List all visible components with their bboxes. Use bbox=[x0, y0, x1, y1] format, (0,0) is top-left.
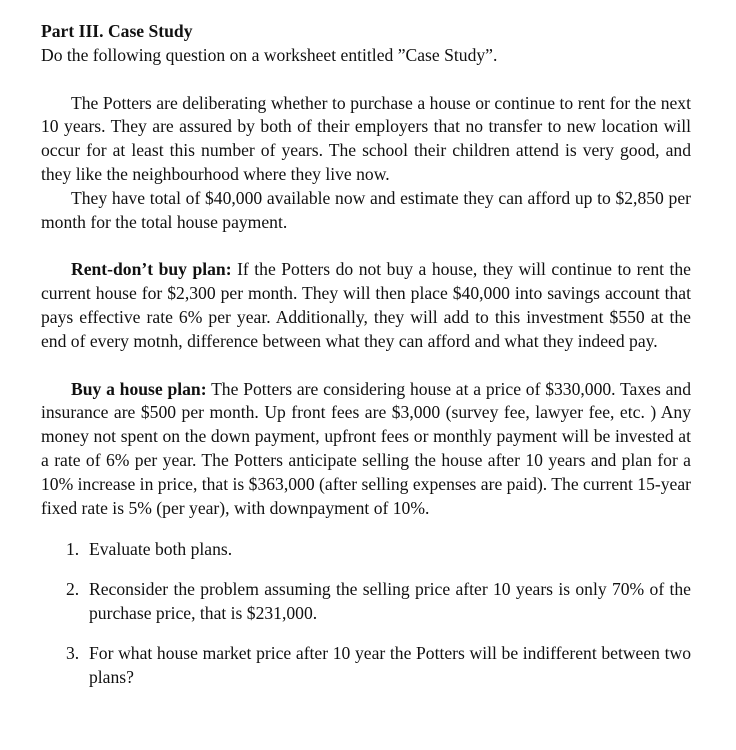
buy-plan-paragraph bbox=[41, 378, 691, 521]
question-text: Evaluate both plans. bbox=[89, 539, 233, 560]
question-text: For what house market price after 10 year the Potters will be indifferent between two plans? bbox=[89, 642, 691, 687]
list-item bbox=[41, 538, 691, 562]
rent-plan-text: If the Potters do not buy a house, they will continue to rent the current house for $2,300 per month. They will then place $40,000 into savings account that pays effective rate 6% per year. Additionally, they will add to this investment $550 at the end of every motnh, difference between what they can afford and what they indeed pay. bbox=[41, 259, 691, 351]
worksheet-instruction: Do the following question on a worksheet entitled ”Case Study”. bbox=[41, 44, 498, 65]
question-list bbox=[41, 538, 691, 689]
section-title: Part III. Case Study bbox=[41, 21, 193, 41]
intro-paragraph-1: The Potters are deliberating whether to purchase a house or continue to rent for the next 10 years. They are assured by both of their employers that no transfer to new location will occur for at least this number of years. The school their children attend is very good, and they like the neighbourhood where they live now. bbox=[41, 92, 691, 184]
intro-paragraph-2: They have total of $40,000 available now and estimate they can afford up to $2,850 per month for the total house payment. bbox=[41, 187, 691, 232]
question-text: Reconsider the problem assuming the selling price after 10 years is only 70% of the purchase price, that is $231,000. bbox=[89, 579, 691, 623]
buy-plan-text: The Potters are considering house at a price of $330,000. Taxes and insurance are $500 per month. Up front fees are $3,000 (survey fee, lawyer fee, etc. ) Any money not spent on the down payment, upfront fees or monthly payment will be invested at a rate of 6% per year. The Potters anticipate selling the house after 10 years and plan for a 10% increase in price, that is $363,000 (after selling expenses are paid). The current 15-year fixed rate is 5% (per year), with downpayment of 10%. bbox=[41, 378, 691, 518]
question-number: 2. bbox=[66, 579, 80, 600]
rent-plan-paragraph bbox=[41, 258, 691, 353]
buy-plan-label: Buy a house plan: bbox=[71, 378, 207, 399]
list-item bbox=[41, 578, 691, 626]
rent-plan-label: Rent-don’t buy plan: bbox=[71, 259, 232, 280]
question-number: 1. bbox=[66, 539, 80, 560]
question-number: 3. bbox=[66, 642, 80, 663]
document-page bbox=[41, 20, 691, 705]
list-item bbox=[41, 642, 691, 690]
